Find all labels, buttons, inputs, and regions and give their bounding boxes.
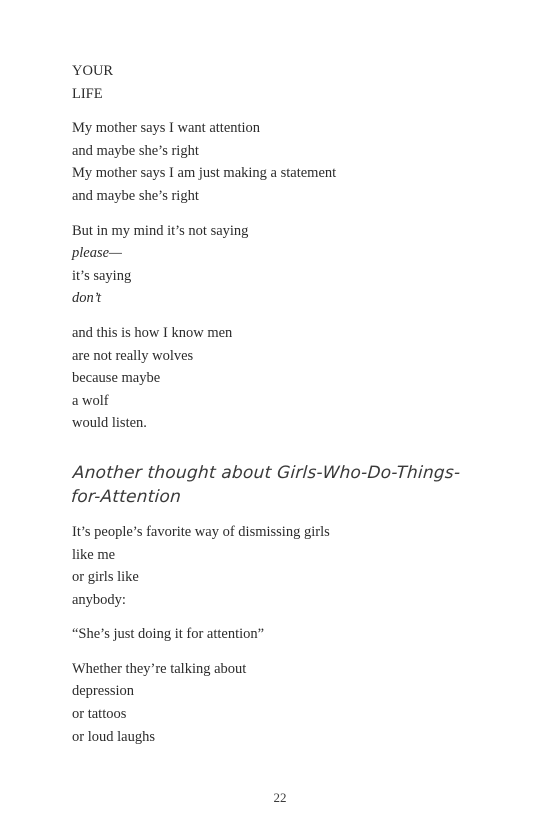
poem-line: “She’s just doing it for attention”	[72, 626, 265, 643]
poem-line: or tattoos	[72, 706, 127, 723]
poem-line: a wolf	[72, 392, 109, 409]
stanza	[72, 117, 492, 207]
stanzas-bottom	[72, 521, 492, 748]
poem-line: and maybe she’s right	[72, 187, 199, 204]
stanza	[72, 60, 492, 105]
poem-line: or loud laughs	[72, 728, 155, 745]
poem-line: because maybe	[72, 370, 161, 387]
poem-line: anybody:	[72, 591, 126, 608]
poem-line: and maybe she’s right	[72, 142, 199, 159]
poem-line: YOUR	[72, 63, 114, 79]
poem-line: like me	[72, 546, 116, 563]
poem-line: Whether they’re talking about	[72, 660, 247, 677]
poem-line: My mother says I want attention	[72, 120, 261, 137]
poem-line: It’s people’s favorite way of dismissing girls	[72, 523, 330, 540]
stanzas-top	[72, 60, 492, 435]
poem-line: it’s saying	[72, 267, 132, 284]
page-number: 22	[273, 790, 287, 805]
poem-line: But in my mind it’s not saying	[72, 222, 249, 239]
poem-line: don’t	[72, 290, 101, 307]
poem-line: depression	[72, 683, 135, 700]
section-heading: Another thought about Girls-Who-Do-Things-for-Attention	[70, 462, 461, 507]
stanza	[72, 521, 492, 611]
stanza	[72, 220, 492, 310]
poem-line: LIFE	[72, 85, 103, 102]
page-content	[72, 60, 492, 760]
stanza	[72, 623, 492, 646]
poem-line: and this is how I know men	[72, 324, 233, 341]
poem-line: are not really wolves	[72, 347, 194, 364]
stanza	[72, 658, 492, 748]
poem-line: or girls like	[72, 569, 139, 586]
poem-line: please—	[72, 245, 122, 262]
poem-line: My mother says I am just making a statement	[72, 165, 337, 182]
stanza	[72, 322, 492, 435]
poem-line: would listen.	[72, 415, 147, 432]
